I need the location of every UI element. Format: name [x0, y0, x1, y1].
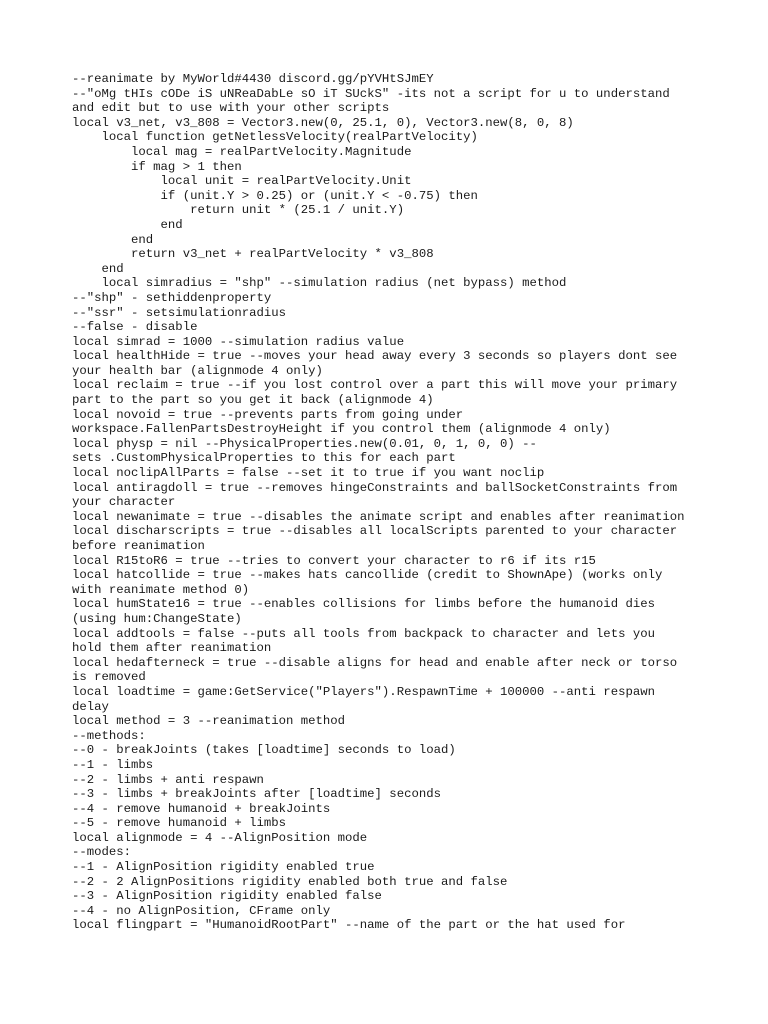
- code-line: is removed: [72, 670, 146, 685]
- code-line: --1 - AlignPosition rigidity enabled true: [72, 860, 375, 875]
- code-line: local unit = realPartVelocity.Unit: [72, 174, 412, 189]
- code-line: (using hum:ChangeState): [72, 611, 242, 626]
- code-line: before reanimation: [72, 539, 205, 553]
- code-line: --1 - limbs: [72, 757, 154, 772]
- code-line: delay: [72, 699, 109, 714]
- code-line: --reanimate by MyWorld#4430 discord.gg/pYVHtSJmEY: [72, 72, 434, 86]
- code-line: local hatcollide = true --makes hats cancollide (credit to ShownApe) (works only: [72, 568, 663, 583]
- code-line: local v3_net, v3_808 = Vector3.new(0, 25.1, 0), Vector3.new(8, 0, 8): [72, 115, 574, 130]
- code-line: --"oMg tHIs cODe iS uNReaDabLe sO iT SUckS" -its not a script for u to understand: [72, 86, 670, 101]
- code-line: your character: [72, 495, 176, 510]
- code-line: --3 - AlignPosition rigidity enabled false: [72, 889, 382, 904]
- code-line: local simrad = 1000 --simulation radius value: [72, 334, 405, 349]
- code-line: local newanimate = true --disables the animate script and enables after reanimation: [72, 509, 685, 524]
- code-line: end: [72, 232, 154, 247]
- code-line: if mag > 1 then: [72, 159, 242, 174]
- code-line: local healthHide = true --moves your head away every 3 seconds so players dont see: [72, 349, 678, 364]
- code-line: local noclipAllParts = false --set it to true if you want noclip: [72, 466, 545, 481]
- code-line: local reclaim = true --if you lost control over a part this will move your primary: [72, 378, 678, 393]
- code-line: local physp = nil --PhysicalProperties.new(0.01, 0, 1, 0, 0) --: [72, 436, 537, 451]
- code-line: local discharscripts = true --disables all localScripts parented to your character: [72, 524, 678, 539]
- code-line: --2 - limbs + anti respawn: [72, 772, 264, 787]
- code-line: local loadtime = game:GetService("Players").RespawnTime + 100000 --anti respawn: [72, 684, 655, 699]
- code-line: --4 - remove humanoid + breakJoints: [72, 801, 331, 816]
- code-line: and edit but to use with your other scripts: [72, 101, 390, 116]
- code-line: --"shp" - sethiddenproperty: [72, 290, 272, 305]
- code-line: --3 - limbs + breakJoints after [loadtime] seconds: [72, 787, 441, 802]
- code-line: --4 - no AlignPosition, CFrame only: [72, 903, 331, 918]
- code-line: return unit * (25.1 / unit.Y): [72, 203, 405, 218]
- code-line: --modes:: [72, 845, 132, 860]
- code-line: local humState16 = true --enables collisions for limbs before the humanoid dies: [72, 597, 655, 612]
- code-line: if (unit.Y > 0.25) or (unit.Y < -0.75) then: [72, 188, 478, 203]
- code-line: local flingpart = "HumanoidRootPart" --name of the part or the hat used for: [72, 918, 626, 933]
- code-line: sets .CustomPhysicalProperties to this for each part: [72, 451, 456, 466]
- code-line: local simradius = "shp" --simulation radius (net bypass) method: [72, 276, 567, 291]
- code-line: local mag = realPartVelocity.Magnitude: [72, 144, 412, 159]
- code-line: return v3_net + realPartVelocity * v3_808: [72, 247, 434, 262]
- code-line: your health bar (alignmode 4 only): [72, 363, 323, 378]
- code-line: local R15toR6 = true --tries to convert your character to r6 if its r15: [72, 553, 596, 568]
- code-line: local novoid = true --prevents parts from going under: [72, 407, 464, 422]
- code-document: [72, 72, 700, 933]
- code-line: hold them after reanimation: [72, 641, 272, 656]
- code-line: with reanimate method 0): [72, 582, 250, 597]
- code-line: --"ssr" - setsimulationradius: [72, 305, 287, 320]
- code-line: local alignmode = 4 --AlignPosition mode: [72, 830, 368, 845]
- code-line: workspace.FallenPartsDestroyHeight if you control them (alignmode 4 only): [72, 422, 611, 437]
- code-line: local hedafterneck = true --disable aligns for head and enable after neck or torso: [72, 655, 678, 670]
- code-line: --0 - breakJoints (takes [loadtime] seconds to load): [72, 743, 456, 758]
- code-line: --2 - 2 AlignPositions rigidity enabled both true and false: [72, 874, 508, 889]
- code-line: local antiragdoll = true --removes hingeConstraints and ballSocketConstraints from: [72, 480, 678, 495]
- code-line: end: [72, 217, 183, 232]
- code-line: --5 - remove humanoid + limbs: [72, 816, 287, 831]
- code-line: local method = 3 --reanimation method: [72, 714, 346, 729]
- code-line: end: [72, 261, 124, 276]
- code-line: --false - disable: [72, 320, 198, 335]
- code-line: local addtools = false --puts all tools from backpack to character and lets you: [72, 626, 655, 641]
- code-line: --methods:: [72, 728, 146, 743]
- code-line: local function getNetlessVelocity(realPartVelocity): [72, 130, 478, 145]
- code-line: part to the part so you get it back (alignmode 4): [72, 393, 434, 408]
